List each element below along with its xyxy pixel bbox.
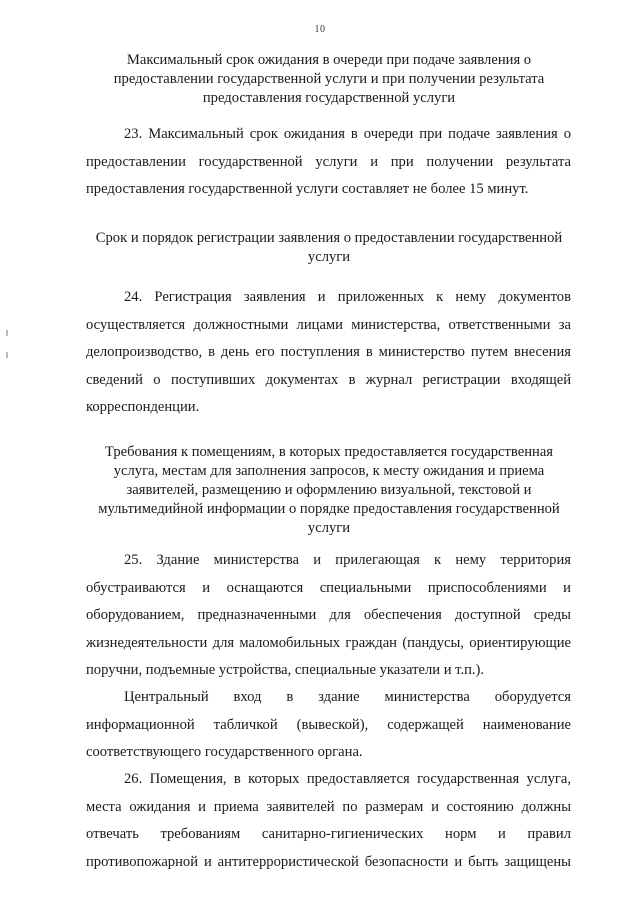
paragraph-24: 24. Регистрация заявления и приложенных к нему документов осуществляется должностными лицами министерства, ответственными за делопроизводство, в день его поступления в министерство путем внесения сведений о поступивших документах в журнал регистрации входящей корреспонденции.	[86, 289, 571, 415]
section-heading-registration: Срок и порядок регистрации заявления о предоставлении государственной услуги	[95, 230, 563, 265]
paragraph-25: 25. Здание министерства и прилегающая к нему территория обустраиваются и оснащаются специальными приспособлениями и оборудованием, предназначенными для обеспечения доступной среды жизнедеятельности для маломобильных граждан (пандусы, ориентирующие поручни, подъемные устройства, специальные указатели и т.п.).	[86, 552, 571, 678]
scan-margin-mark	[6, 352, 8, 358]
section-heading-premises-requirements: Требования к помещениям, в которых предоставляется государственная услуга, местам для заполнения запросов, к месту ожидания и приема заявителей, размещению и оформлению визуальной, текстовой и мультимедийной информации о порядке предоставления государственной услуги	[98, 444, 560, 536]
paragraph-23: 23. Максимальный срок ожидания в очереди при подаче заявления о предоставлении государственной услуги и при получении результата предоставления государственной услуги составляет не более 15 минут.	[86, 126, 571, 197]
scan-margin-mark	[6, 330, 8, 336]
paragraph-central-entrance: Центральный вход в здание министерства оборудуется информационной табличкой (вывеской), содержащей наименование соответствующего государственного органа.	[86, 689, 571, 760]
paragraph-26: 26. Помещения, в которых предоставляется государственная услуга, места ожидания и приема заявителей по размерам и состоянию должны отвечать требованиям санитарно-гигиенических норм и правил противопожарной и антитеррористической безопасности и быть защищены	[86, 771, 571, 870]
page-number: 10	[314, 24, 326, 35]
section-heading-waiting-time: Максимальный срок ожидания в очереди при подаче заявления о предоставлении государственной услуги и при получении результата предоставления государственной услуги	[113, 52, 545, 106]
